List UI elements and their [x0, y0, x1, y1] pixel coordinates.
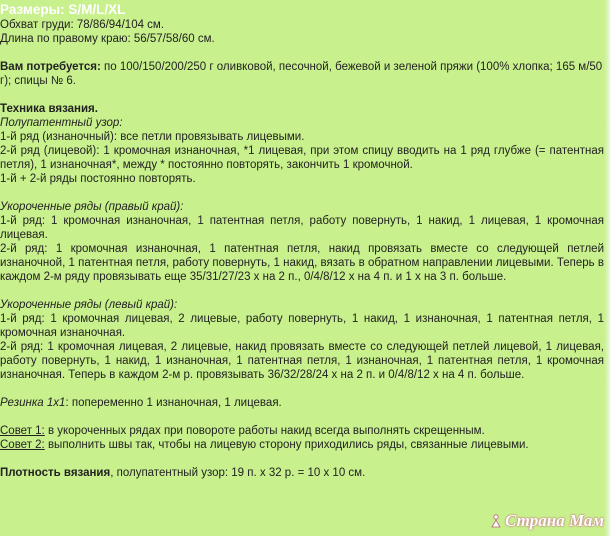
pattern-document — [0, 2, 604, 480]
site-watermark — [489, 511, 604, 530]
page-edge — [604, 0, 610, 536]
materials-label: Вам потребуется: — [0, 61, 101, 73]
tip-1-label: Совет 1: — [0, 425, 45, 437]
tip-1-text: в укороченных рядах при повороте работы накид всегда выполнять скрещенным. — [44, 425, 485, 437]
half-patent-row2: 2-й ряд (лицевой): 1 кромочная изнаночная, *1 лицевая, при этом спицу вводить на 1 ряд глубже (= патентная петля), 1 изнаночная*, между * постоянно повторять, закончить 1 кромочной. — [0, 145, 604, 171]
rib-title: Резинка 1x1 — [0, 397, 66, 409]
short-right-row1: 1-й ряд: 1 кромочная изнаночная, 1 патентная петля, работу повернуть, 1 накид, 1 лицевая, 1 кромочная лицевая. — [0, 215, 604, 241]
gauge-paragraph — [0, 466, 604, 480]
short-left-title: Укороченные ряды (левый край): — [0, 299, 178, 311]
tip-2-label: Совет 2: — [0, 439, 45, 451]
gauge-label: Плотность вязания — [0, 467, 111, 479]
tip-2-text: выполнить швы так, чтобы на лицевую сторону приходились ряды, связанные лицевыми. — [44, 439, 529, 451]
short-left-row2: 2-й ряд: 1 кромочная лицевая, 2 лицевые, накид провязать вместе со следующей петлей лицевой, 1 лицевая, работу повернуть, 1 накид, 1 изнаночная, 1 патентная петля, 1 изнаночная, 1 патентная петля, 1 кромочная изнаночная. Теперь в каждом 2-м р. провязывать 36/32/28/24 х на 2 п. и 0/4/8/12 х на 4 п. больше. — [0, 341, 604, 381]
materials-text: по 100/150/200/250 г оливковой, песочной, бежевой и зеленой пряжи (100% хлопка; 165 м/50 г); спицы № 6. — [0, 61, 603, 87]
half-patent-title: Полупатентный узор: — [0, 117, 123, 129]
watermark-figure-icon — [489, 514, 503, 528]
tip-2 — [0, 438, 604, 452]
length-size: Длина по правому краю: 56/57/58/60 см. — [0, 33, 215, 45]
half-patent-row1: 1-й ряд (изнаночный): все петли провязывать лицевыми. — [0, 131, 305, 143]
short-right-row2: 2-й ряд: 1 кромочная изнаночная, 1 патентная петля, накид провязать вместе со следующей петлей изнаночной, 1 патентная петля, работу повернуть, 1 накид, вязать в обратном направлении лицевыми. Теперь в каждом 2-м ряду провязывать еще 35/31/27/23 х на 2 п., 0/4/8/12 х на 4 п. и 1 х на 3 п. больше. — [0, 243, 604, 283]
gauge-text: , полупатентный узор: 19 п. х 32 р. = 10 х 10 см. — [110, 467, 366, 479]
watermark-text: Страна Мам — [504, 511, 604, 530]
half-patent-repeat: 1-й + 2-й ряды постоянно повторять. — [0, 173, 196, 185]
technique-heading: Техника вязания. — [0, 103, 98, 115]
short-left-row1: 1-й ряд: 1 кромочная лицевая, 2 лицевые, работу повернуть, 1 накид, 1 изнаночная, 1 патентная петля, 1 кромочная изнаночная. — [0, 313, 604, 339]
materials-paragraph — [0, 60, 604, 88]
tip-1 — [0, 424, 604, 438]
chest-size: Обхват груди: 78/86/94/104 см. — [0, 19, 165, 31]
short-right-title: Укороченные ряды (правый край): — [0, 201, 184, 213]
rib-text: : попеременно 1 изнаночная, 1 лицевая. — [65, 397, 282, 409]
rib-paragraph — [0, 396, 604, 410]
sizes-heading: Размеры: S/M/L/XL — [0, 2, 126, 17]
